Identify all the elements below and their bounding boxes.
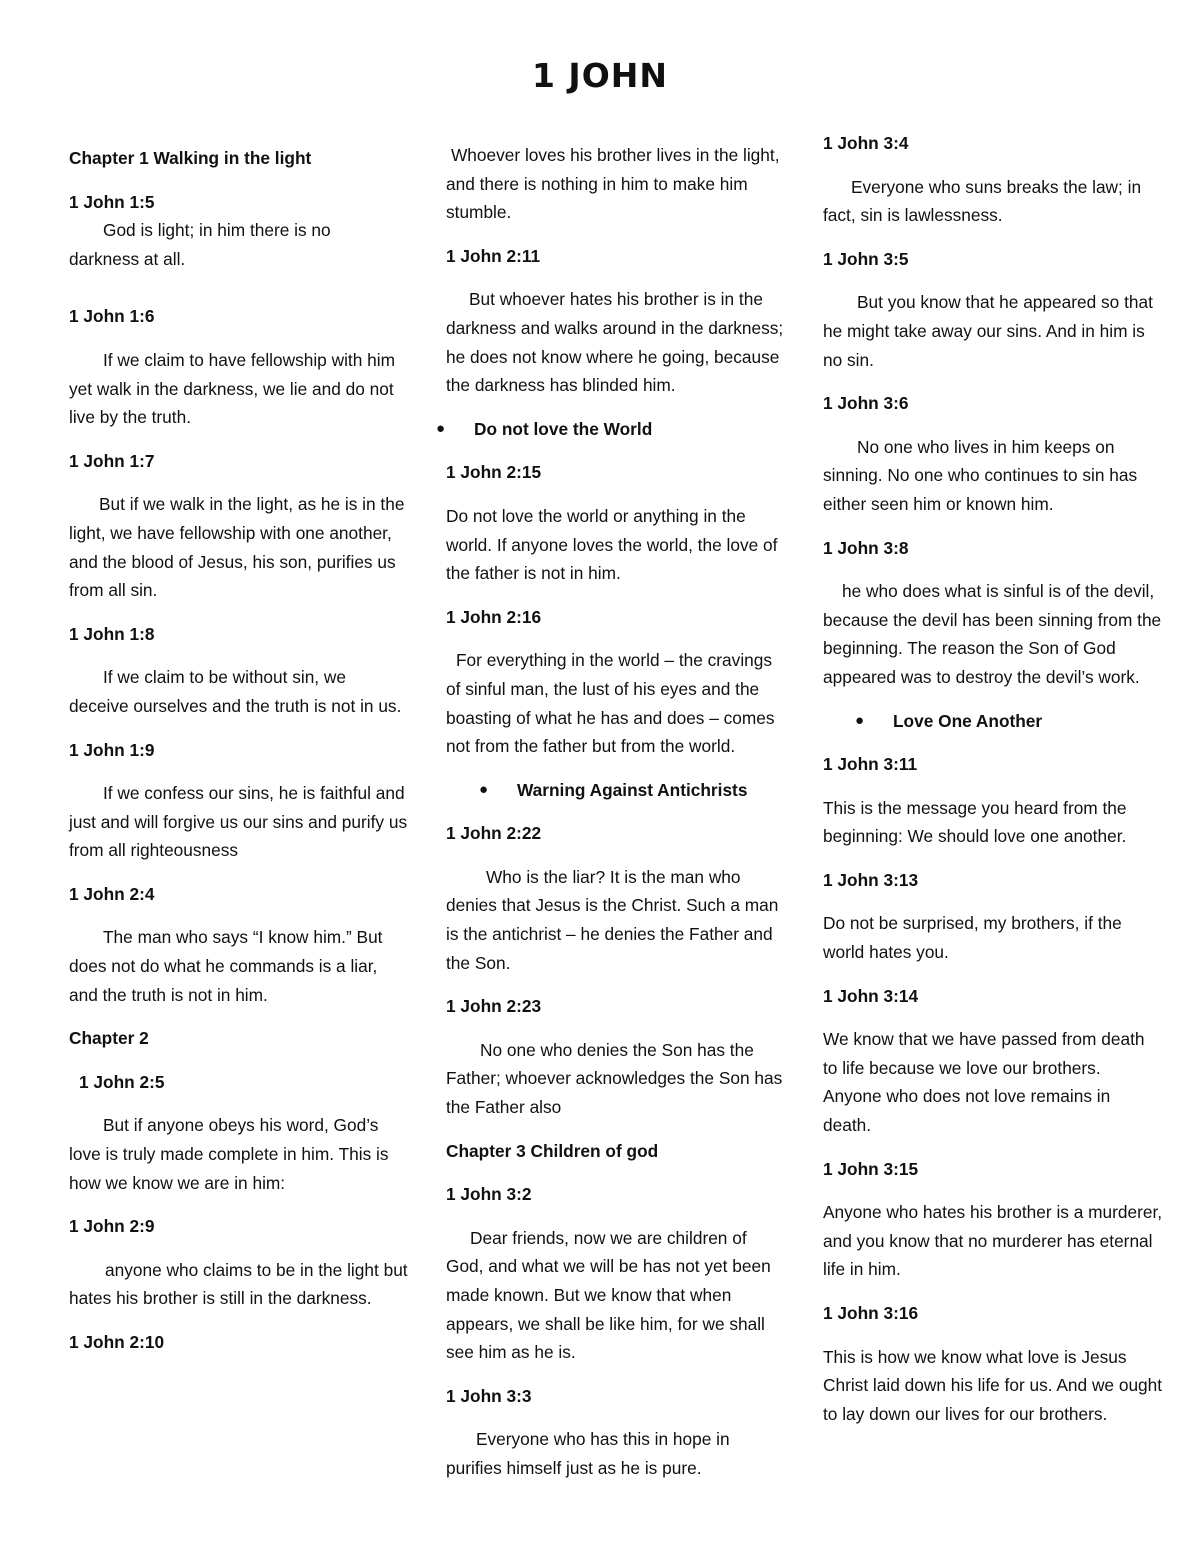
verse-text: The man who says “I know him.” But does not do what he commands is a liar, and the truth is not in him. (69, 927, 383, 1005)
section-heading: Warning Against Antichrists (517, 779, 748, 800)
verse-text: For everything in the world – the cravings of sinful man, the lust of his eyes and the boasting of what he has and does – comes not from the father but from the world. (446, 650, 775, 757)
column-2 (436, 141, 786, 1498)
verse-text: Do not love the world or anything in the world. If anyone loves the world, the love of the father is not in him. (446, 505, 778, 584)
verse-text: God is light; in him there is no (103, 220, 331, 241)
verse-text: If we confess our sins, he is faithful and just and will forgive us our sins and purify us from all righteousness (69, 783, 408, 861)
section-heading-bullet (436, 415, 786, 444)
bullet-icon: ● (855, 711, 865, 729)
section-heading: Do not love the World (474, 418, 653, 439)
verse-reference: 1 John 1:7 (69, 450, 155, 471)
verse-reference: 1 John 3:2 (446, 1184, 532, 1205)
verse-text: No one who lives in him keeps on sinning. No one who continues to sin has either seen him or known him. (823, 436, 1138, 514)
verse-reference: 1 John 3:5 (823, 248, 909, 269)
verse-text: This is how we know what love is Jesus Christ laid down his life for us. And we ought to lay down our lives for our brothers. (823, 1346, 1163, 1424)
verse-reference: 1 John 1:5 (69, 191, 155, 212)
verse-reference: 1 John 3:14 (823, 985, 919, 1006)
chapter-heading: Chapter 2 (69, 1028, 149, 1049)
verse-text: Dear friends, now we are children of God, and what we will be has not yet been made known. But we know that when appears, we shall be like him, for we shall see him as he is. (446, 1227, 771, 1363)
verse-reference: 1 John 2:9 (69, 1216, 155, 1237)
column-1 (69, 144, 409, 1372)
verse-text: But if anyone obeys his word, God’s love is truly made complete in him. This is how we know we are in him: (69, 1115, 389, 1193)
verse-reference: 1 John 2:15 (446, 462, 542, 483)
verse-reference: 1 John 2:16 (446, 606, 542, 627)
section-heading-bullet (446, 776, 786, 805)
verse-reference: 1 John 3:15 (823, 1158, 919, 1179)
verse-text: Whoever loves his brother lives in the light, and there is nothing in him to make him stumble. (446, 145, 780, 223)
verse-reference: 1 John 3:6 (823, 393, 909, 414)
verse-text: darkness at all. (69, 248, 186, 269)
verse-text: Everyone who has this in hope in purifies himself just as he is pure. (446, 1429, 730, 1478)
bullet-icon: ● (436, 419, 446, 437)
verse-reference: 1 John 3:8 (823, 537, 909, 558)
verse-reference: 1 John 2:5 (79, 1071, 165, 1092)
verse-reference: 1 John 2:10 (69, 1332, 165, 1352)
verse-reference: 1 John 1:8 (69, 623, 155, 644)
verse-text: Anyone who hates his brother is a murderer, and you know that no murderer has eternal life in him. (823, 1202, 1163, 1280)
verse-reference: 1 John 3:16 (823, 1303, 919, 1323)
verse-text: Who is the liar? It is the man who denies that Jesus is the Christ. Such a man is the antichrist – he denies the Father and the Son. (446, 866, 779, 973)
verse-text: But whoever hates his brother is in the darkness and walks around in the darkness; he does not know where he going, because the darkness has blinded him. (446, 289, 784, 396)
verse-text: No one who denies the Son has the Father; whoever acknowledges the Son has the Father also (446, 1039, 783, 1118)
verse-text: But you know that he appeared so that he might take away our sins. And in him is no sin. (823, 292, 1153, 370)
section-heading: Love One Another (893, 710, 1043, 731)
column-3 (823, 129, 1163, 1443)
verse-text: anyone who claims to be in the light but hates his brother is still in the darkness. (69, 1259, 408, 1309)
page-title: 1 JOHN (531, 56, 669, 95)
verse-text: If we claim to have fellowship with him yet walk in the darkness, we lie and do not live by the truth. (69, 349, 395, 428)
verse-text: Do not be surprised, my brothers, if the world hates you. (823, 913, 1122, 963)
bullet-icon: ● (479, 780, 489, 798)
verse-reference: 1 John 3:3 (446, 1385, 532, 1406)
verse-text: But if we walk in the light, as he is in the light, we have fellowship with one another, and the blood of Jesus, his son, purifies us from all sin. (69, 494, 405, 601)
verse-reference: 1 John 3:13 (823, 869, 919, 890)
verse-reference: 1 John 3:4 (823, 133, 909, 153)
verse-reference: 1 John 1:6 (69, 306, 155, 327)
section-heading-bullet (823, 707, 1163, 736)
verse-reference: 1 John 1:9 (69, 739, 155, 760)
verse-text: We know that we have passed from death to life because we love our brothers. Anyone who does not love remains in death. (823, 1029, 1145, 1136)
verse-text: Everyone who suns breaks the law; in fact, sin is lawlessness. (823, 176, 1142, 226)
verse-text: he who does what is sinful is of the devil, because the devil has been sinning from the beginning. The reason the Son of God appeared was to destroy the devil’s work. (823, 581, 1162, 687)
verse-reference: 1 John 2:4 (69, 883, 155, 904)
verse-reference: 1 John 2:23 (446, 996, 542, 1017)
verse-text: If we claim to be without sin, we deceive ourselves and the truth is not in us. (69, 667, 402, 716)
verse-reference: 1 John 3:11 (823, 754, 918, 775)
verse-text: This is the message you heard from the beginning: We should love one another. (823, 797, 1127, 847)
verse-reference: 1 John 2:22 (446, 823, 542, 844)
verse-reference: 1 John 2:11 (446, 245, 541, 266)
chapter-heading: Chapter 1 Walking in the light (69, 148, 312, 168)
chapter-heading: Chapter 3 Children of god (446, 1140, 659, 1161)
